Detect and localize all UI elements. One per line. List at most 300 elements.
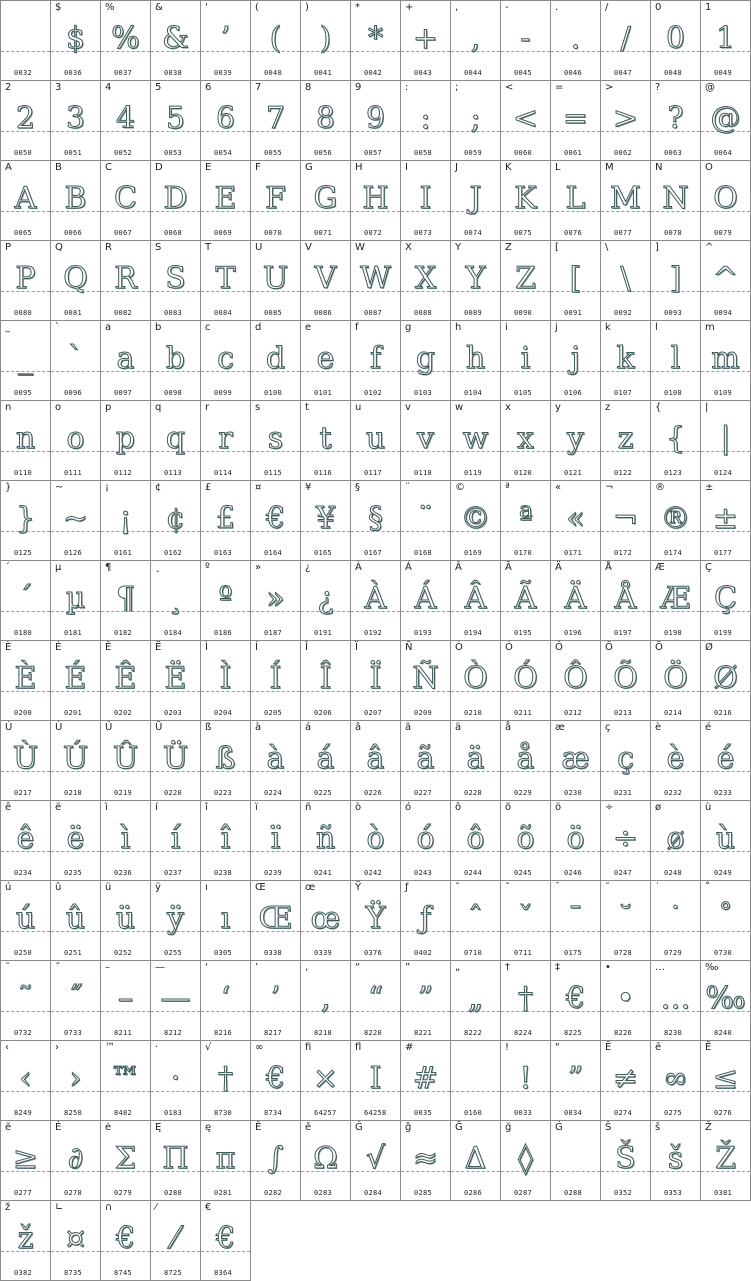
glyph-code: 0169 xyxy=(464,549,483,557)
glyph-key-char: Ġ xyxy=(555,1122,563,1133)
glyph-cell xyxy=(201,801,251,881)
glyph-key-char: ¥ xyxy=(305,482,312,493)
glyph-cell xyxy=(101,1,151,81)
glyph-key-char: 1 xyxy=(705,2,712,13)
glyph-sample: Π xyxy=(162,1141,189,1176)
glyph-sample: Q xyxy=(63,261,88,296)
glyph-key-char: Ü xyxy=(155,722,163,733)
glyph-sample: Ó xyxy=(513,661,538,696)
glyph-code: 0239 xyxy=(264,869,283,877)
glyph-cell xyxy=(1,1201,51,1281)
glyph-cell xyxy=(451,1121,501,1201)
glyph-key-char: \ xyxy=(605,242,609,253)
glyph-sample: n xyxy=(15,421,36,456)
glyph-code: 0059 xyxy=(464,149,483,157)
glyph-key-char: d xyxy=(255,322,262,333)
glyph-sample: É xyxy=(64,661,87,696)
glyph-cell xyxy=(1,801,51,881)
glyph-cell xyxy=(451,1041,501,1121)
glyph-cell xyxy=(101,241,151,321)
glyph-key-char: & xyxy=(155,2,163,13)
glyph-cell xyxy=(101,401,151,481)
glyph-code: 0217 xyxy=(14,789,33,797)
glyph-sample: Š xyxy=(615,1141,636,1176)
glyph-sample: S xyxy=(165,261,186,296)
glyph-code: 0108 xyxy=(664,389,683,397)
glyph-sample: ß xyxy=(215,741,236,776)
glyph-sample: % xyxy=(111,21,140,56)
glyph-key-char: > xyxy=(605,82,614,93)
glyph-key-char: p xyxy=(105,402,112,413)
glyph-sample: ž xyxy=(17,1221,34,1256)
glyph-sample: ø xyxy=(666,821,685,856)
glyph-cell xyxy=(51,801,101,881)
glyph-cell xyxy=(301,641,351,721)
glyph-cell xyxy=(601,321,651,401)
glyph-sample: Ë xyxy=(164,661,187,696)
glyph-sample: X xyxy=(414,261,437,296)
glyph-cell xyxy=(501,641,551,721)
glyph-sample: Ô xyxy=(563,661,588,696)
glyph-cell xyxy=(351,401,401,481)
glyph-sample: ¨ xyxy=(418,501,433,536)
glyph-sample: € xyxy=(565,981,586,1016)
glyph-sample: A xyxy=(14,181,37,216)
glyph-key-char: æ xyxy=(555,722,565,733)
glyph-cell xyxy=(701,1121,751,1201)
glyph-code: 0186 xyxy=(214,629,233,637)
glyph-key-char: ä xyxy=(455,722,462,733)
glyph-key-char: q xyxy=(155,402,162,413)
glyph-cell xyxy=(201,561,251,641)
glyph-key-char: ğ xyxy=(505,1122,512,1133)
glyph-sample: ü xyxy=(115,901,136,936)
glyph-code: 0095 xyxy=(14,389,33,397)
glyph-cell xyxy=(151,1121,201,1201)
glyph-key-char: ∩ xyxy=(105,1202,113,1213)
glyph-key-char: g xyxy=(405,322,412,333)
glyph-code: 0207 xyxy=(364,709,383,717)
glyph-sample: t xyxy=(319,421,332,456)
glyph-code: 0732 xyxy=(14,1029,33,1037)
glyph-sample: w xyxy=(462,421,489,456)
glyph-key-char: Ę xyxy=(155,1122,162,1133)
glyph-cell xyxy=(201,1,251,81)
glyph-cell xyxy=(401,561,451,641)
glyph-code: 0202 xyxy=(114,709,133,717)
glyph-code: 0227 xyxy=(414,789,433,797)
glyph-key-char: , xyxy=(455,2,459,13)
glyph-key-char: œ xyxy=(305,882,316,893)
glyph-key-char: U xyxy=(255,242,263,253)
glyph-cell xyxy=(701,721,751,801)
glyph-code: 0224 xyxy=(264,789,283,797)
glyph-cell xyxy=(651,1041,701,1121)
glyph-sample: m xyxy=(711,341,740,376)
glyph-cell xyxy=(451,961,501,1041)
glyph-key-char: ù xyxy=(705,802,712,813)
glyph-sample: ˙ xyxy=(668,901,683,936)
glyph-cell xyxy=(151,401,201,481)
glyph-sample: 9 xyxy=(365,101,386,136)
glyph-code: 0234 xyxy=(14,869,33,877)
glyph-code: 0247 xyxy=(614,869,633,877)
glyph-code: 0119 xyxy=(464,469,483,477)
glyph-cell xyxy=(551,961,601,1041)
glyph-sample: È xyxy=(14,661,37,696)
glyph-cell xyxy=(651,1,701,81)
glyph-code: 0285 xyxy=(414,1189,433,1197)
glyph-key-char: k xyxy=(605,322,611,333)
glyph-code: 0092 xyxy=(614,309,633,317)
glyph-code: 0238 xyxy=(214,869,233,877)
glyph-cell xyxy=(451,881,501,961)
glyph-sample: ∂ xyxy=(67,1141,84,1176)
glyph-code: 0054 xyxy=(214,149,233,157)
glyph-sample: , xyxy=(470,21,481,56)
glyph-cell xyxy=(201,961,251,1041)
glyph-key-char: É xyxy=(55,642,62,653)
glyph-code: 0164 xyxy=(264,549,283,557)
glyph-key-char: K xyxy=(505,162,512,173)
glyph-sample: H xyxy=(362,181,389,216)
glyph-sample: Ÿ xyxy=(365,901,386,936)
glyph-sample: Î xyxy=(319,661,332,696)
glyph-cell xyxy=(601,881,651,961)
glyph-key-char: @ xyxy=(705,82,715,93)
glyph-code: 0096 xyxy=(64,389,83,397)
glyph-code: 8725 xyxy=(164,1269,183,1277)
glyph-cell xyxy=(601,961,651,1041)
glyph-key-char: / xyxy=(605,2,609,13)
glyph-code: 8250 xyxy=(64,1109,83,1117)
glyph-key-char: h xyxy=(455,322,462,333)
glyph-code: 0252 xyxy=(114,949,133,957)
glyph-key-char: ‚ xyxy=(305,962,309,973)
glyph-key-char: - xyxy=(505,2,509,13)
glyph-code: 0236 xyxy=(114,869,133,877)
glyph-cell xyxy=(451,641,501,721)
glyph-sample: ~ xyxy=(62,501,89,536)
glyph-code: 0206 xyxy=(314,709,333,717)
glyph-key-char: í xyxy=(155,802,158,813)
glyph-code: 0241 xyxy=(314,869,333,877)
glyph-cell xyxy=(701,161,751,241)
glyph-code: 0216 xyxy=(714,709,733,717)
glyph-code: 0201 xyxy=(64,709,83,717)
glyph-sample: Ñ xyxy=(412,661,439,696)
glyph-key-char: ) xyxy=(305,2,309,13)
glyph-sample: æ xyxy=(561,741,590,776)
glyph-cell xyxy=(251,801,301,881)
glyph-key-char: | xyxy=(705,402,709,413)
glyph-code: 0118 xyxy=(414,469,433,477)
glyph-code: 0084 xyxy=(214,309,233,317)
glyph-cell xyxy=(51,881,101,961)
glyph-code: 0047 xyxy=(614,69,633,77)
glyph-key-char: † xyxy=(505,962,510,973)
glyph-cell xyxy=(501,241,551,321)
glyph-key-char: b xyxy=(155,322,162,333)
glyph-cell xyxy=(101,1201,151,1281)
glyph-sample: ¤ xyxy=(65,1221,86,1256)
glyph-code: 0244 xyxy=(464,869,483,877)
glyph-code: 0180 xyxy=(14,629,33,637)
glyph-code: 0230 xyxy=(564,789,583,797)
glyph-sample: O xyxy=(713,181,738,216)
glyph-key-char: ã xyxy=(405,722,412,733)
glyph-key-char: Æ xyxy=(655,562,665,573)
glyph-sample: { xyxy=(665,421,686,456)
glyph-sample: € xyxy=(115,1221,136,1256)
glyph-cell xyxy=(151,481,201,561)
glyph-key-char: · xyxy=(155,1042,159,1053)
glyph-cell xyxy=(301,161,351,241)
glyph-cell xyxy=(201,641,251,721)
glyph-code: 0037 xyxy=(114,69,133,77)
glyph-sample: R xyxy=(114,261,137,296)
glyph-code: 0276 xyxy=(714,1109,733,1117)
glyph-key-char: © xyxy=(455,482,465,493)
glyph-code: 0083 xyxy=(164,309,183,317)
glyph-sample: = xyxy=(562,101,589,136)
glyph-code: 0233 xyxy=(714,789,733,797)
glyph-sample: š xyxy=(667,1141,684,1176)
glyph-cell xyxy=(51,1201,101,1281)
glyph-cell xyxy=(101,481,151,561)
glyph-code: 8221 xyxy=(414,1029,433,1037)
glyph-sample: J xyxy=(469,181,482,216)
glyph-key-char: % xyxy=(105,2,115,13)
glyph-code: 0090 xyxy=(514,309,533,317)
glyph-cell xyxy=(651,81,701,161)
glyph-cell xyxy=(51,1041,101,1121)
glyph-sample: © xyxy=(460,501,491,536)
glyph-sample: ” xyxy=(417,981,434,1016)
glyph-code: 0035 xyxy=(414,1109,433,1117)
glyph-cell xyxy=(551,1041,601,1121)
glyph-code: 0219 xyxy=(114,789,133,797)
glyph-cell xyxy=(1,241,51,321)
glyph-key-char: Ó xyxy=(505,642,513,653)
glyph-cell xyxy=(651,561,701,641)
glyph-code: 8217 xyxy=(264,1029,283,1037)
glyph-key-char: ˇ xyxy=(505,882,510,893)
glyph-cell xyxy=(401,721,451,801)
glyph-cell xyxy=(301,561,351,641)
glyph-key-char: Á xyxy=(405,562,412,573)
glyph-sample: L xyxy=(565,181,586,216)
glyph-key-char: ∟ xyxy=(55,1202,64,1213)
glyph-code: 0248 xyxy=(664,869,683,877)
glyph-cell xyxy=(151,881,201,961)
glyph-sample: j xyxy=(570,341,581,376)
glyph-code: 8212 xyxy=(164,1029,183,1037)
glyph-key-char: ö xyxy=(555,802,562,813)
glyph-code: 0228 xyxy=(464,789,483,797)
glyph-sample: T xyxy=(215,261,236,296)
glyph-sample: î xyxy=(220,821,231,856)
glyph-code: 0116 xyxy=(314,469,333,477)
glyph-sample: - xyxy=(520,21,531,56)
glyph-key-char: Ě xyxy=(255,1122,262,1133)
glyph-code: 0041 xyxy=(314,69,333,77)
glyph-cell xyxy=(151,1201,201,1281)
glyph-cell xyxy=(451,241,501,321)
glyph-code: 8224 xyxy=(514,1029,533,1037)
glyph-sample: Û xyxy=(112,741,139,776)
glyph-code: 8364 xyxy=(214,1269,233,1277)
glyph-key-char: ì xyxy=(105,802,108,813)
glyph-key-char: î xyxy=(205,802,208,813)
glyph-sample: k xyxy=(616,341,635,376)
glyph-key-char: ; xyxy=(455,82,459,93)
glyph-key-char: ’ xyxy=(255,962,259,973)
glyph-cell xyxy=(201,161,251,241)
glyph-code: 8735 xyxy=(64,1269,83,1277)
glyph-cell xyxy=(301,721,351,801)
glyph-sample: Ø xyxy=(713,661,738,696)
glyph-sample: • xyxy=(616,981,635,1016)
glyph-sample: ª xyxy=(518,501,533,536)
glyph-key-char: u xyxy=(355,402,362,413)
glyph-sample: * xyxy=(368,21,383,56)
glyph-key-char: ∞ xyxy=(255,1042,264,1053)
glyph-key-char: ´ xyxy=(5,562,10,573)
glyph-code: 0214 xyxy=(664,709,683,717)
glyph-cell xyxy=(351,881,401,961)
glyph-sample: I xyxy=(369,1061,382,1096)
glyph-code: 0106 xyxy=(564,389,583,397)
glyph-code: 0352 xyxy=(614,1189,633,1197)
glyph-key-char: Ê xyxy=(105,642,112,653)
glyph-code: 0192 xyxy=(364,629,383,637)
glyph-code: 8220 xyxy=(364,1029,383,1037)
glyph-cell xyxy=(301,961,351,1041)
glyph-code: 0194 xyxy=(464,629,483,637)
glyph-sample: M xyxy=(610,181,641,216)
glyph-code: 0125 xyxy=(14,549,33,557)
glyph-code: 0100 xyxy=(264,389,283,397)
glyph-cell xyxy=(701,641,751,721)
glyph-sample: ‘ xyxy=(220,981,231,1016)
glyph-key-char: B xyxy=(55,162,62,173)
glyph-cell xyxy=(451,321,501,401)
glyph-key-char: ( xyxy=(255,2,259,13)
glyph-key-char: Ė xyxy=(55,1122,62,1133)
glyph-code: 0042 xyxy=(364,69,383,77)
glyph-key-char: 7 xyxy=(255,82,262,93)
glyph-sample: ‰ xyxy=(705,981,746,1016)
glyph-sample: ù xyxy=(715,821,736,856)
glyph-code: 0070 xyxy=(264,229,283,237)
glyph-sample: ^ xyxy=(712,261,739,296)
glyph-key-char: Ë xyxy=(155,642,162,653)
glyph-cell xyxy=(501,881,551,961)
glyph-cell xyxy=(151,961,201,1041)
glyph-key-char: . xyxy=(555,2,559,13)
glyph-sample: o xyxy=(66,421,85,456)
glyph-code: 0172 xyxy=(614,549,633,557)
glyph-cell xyxy=(501,1121,551,1201)
glyph-cell xyxy=(501,401,551,481)
glyph-key-char: ĕ xyxy=(5,1122,12,1133)
glyph-cell xyxy=(601,1121,651,1201)
glyph-key-char: ê xyxy=(5,802,12,813)
glyph-sample: v xyxy=(417,421,434,456)
glyph-key-char: û xyxy=(55,882,62,893)
glyph-code: 0183 xyxy=(164,1109,183,1117)
glyph-sample: ÷ xyxy=(612,821,639,856)
glyph-key-char: ÿ xyxy=(155,882,161,893)
glyph-cell xyxy=(201,401,251,481)
glyph-sample: K xyxy=(514,181,537,216)
glyph-code: 0231 xyxy=(614,789,633,797)
glyph-sample: è xyxy=(666,741,685,776)
glyph-key-char: R xyxy=(105,242,112,253)
glyph-code: 0246 xyxy=(564,869,583,877)
glyph-sample: e xyxy=(316,341,335,376)
glyph-sample: g xyxy=(415,341,436,376)
glyph-key-char: ü xyxy=(105,882,112,893)
glyph-code: 0088 xyxy=(414,309,433,317)
glyph-code: 0075 xyxy=(514,229,533,237)
glyph-sample: # xyxy=(412,1061,439,1096)
baseline-guide xyxy=(551,1171,600,1172)
glyph-key-char: G xyxy=(305,162,313,173)
glyph-cell xyxy=(101,161,151,241)
glyph-sample: 7 xyxy=(265,101,286,136)
glyph-cell xyxy=(201,81,251,161)
glyph-cell xyxy=(201,481,251,561)
glyph-sample: “ xyxy=(367,981,384,1016)
glyph-key-char: c xyxy=(205,322,211,333)
glyph-code: 0103 xyxy=(414,389,433,397)
glyph-sample: : xyxy=(420,101,431,136)
glyph-code: 0223 xyxy=(214,789,233,797)
glyph-cell xyxy=(101,881,151,961)
glyph-cell xyxy=(701,1041,751,1121)
glyph-code: 0039 xyxy=(214,69,233,77)
glyph-code: 0235 xyxy=(64,869,83,877)
glyph-code: 0069 xyxy=(214,229,233,237)
glyph-cell xyxy=(651,961,701,1041)
glyph-sample: í xyxy=(170,821,181,856)
glyph-code: 0076 xyxy=(564,229,583,237)
glyph-sample: ï xyxy=(270,821,281,856)
glyph-cell xyxy=(1,881,51,961)
glyph-cell xyxy=(251,1,301,81)
glyph-key-char: n xyxy=(5,402,12,413)
glyph-code: 8230 xyxy=(664,1029,683,1037)
glyph-code: 0033 xyxy=(514,1109,533,1117)
glyph-sample: } xyxy=(15,501,36,536)
glyph-code: 8734 xyxy=(264,1109,283,1117)
glyph-sample: N xyxy=(662,181,689,216)
glyph-cell xyxy=(501,1,551,81)
glyph-sample: Á xyxy=(414,581,437,616)
glyph-key-char: Y xyxy=(455,242,462,253)
glyph-code: 0115 xyxy=(264,469,283,477)
glyph-code: 0197 xyxy=(614,629,633,637)
glyph-sample: @ xyxy=(710,101,741,136)
glyph-key-char: ‘ xyxy=(205,962,209,973)
glyph-sample: À xyxy=(364,581,387,616)
glyph-cell xyxy=(201,1121,251,1201)
glyph-code: 0174 xyxy=(664,549,683,557)
glyph-sample: ò xyxy=(366,821,385,856)
glyph-key-char: — xyxy=(155,962,165,973)
